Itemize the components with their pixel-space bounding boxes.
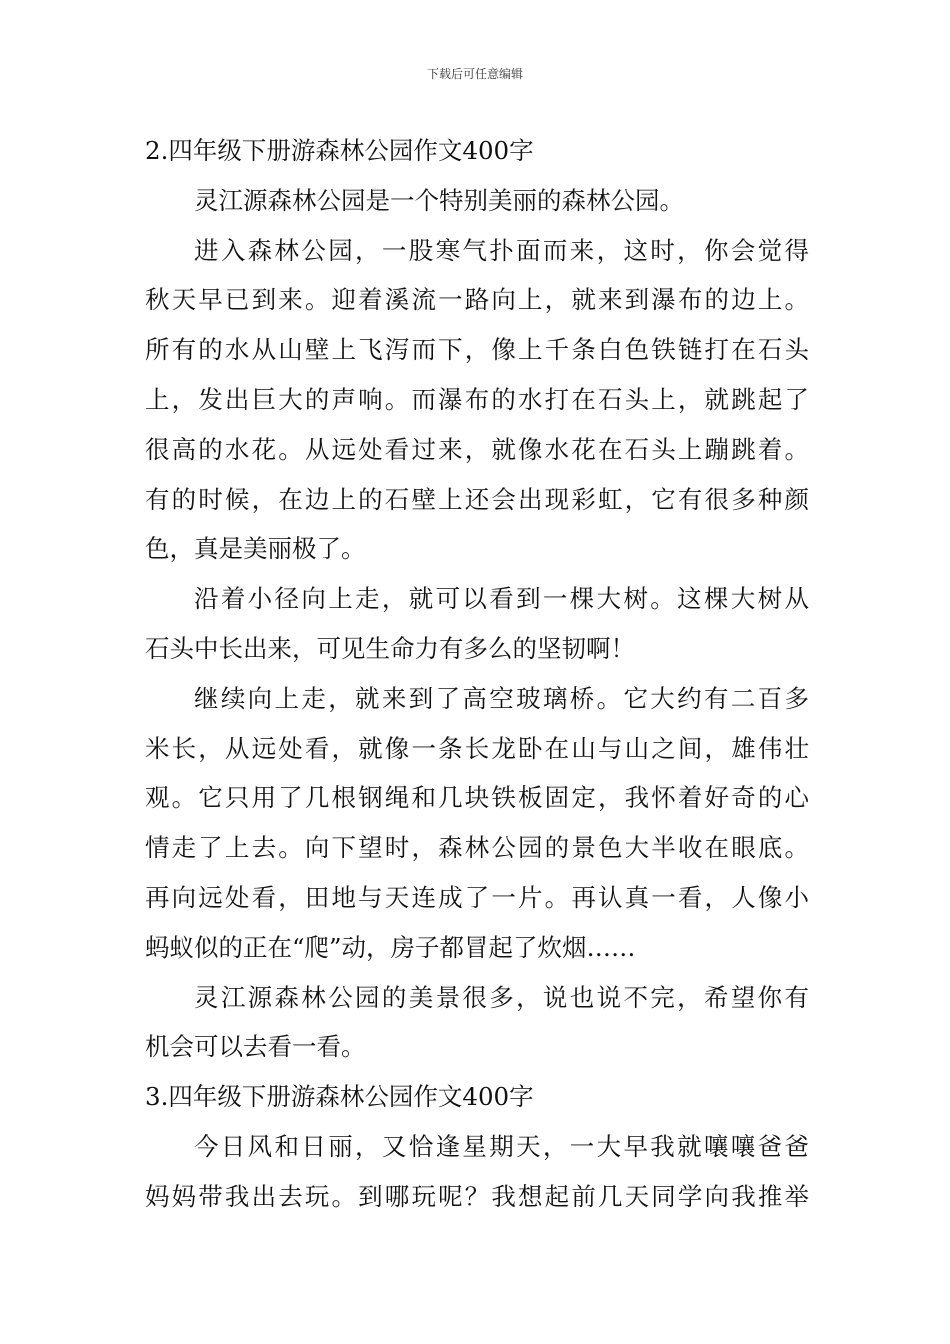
text-line: 所有的水从山壁上飞泻而下，像上千条白色铁链打在石头 (145, 335, 809, 365)
document-body (145, 126, 809, 1222)
paragraph (145, 674, 809, 973)
text-line: 秋天早已到来。迎着溪流一路向上，就来到瀑布的边上。 (145, 285, 809, 315)
text-line: 今日风和日丽，又恰逢星期天，一大早我就嚷嚷爸爸 (194, 1131, 809, 1161)
text-line: 观。它只用了几根钢绳和几块铁板固定，我怀着好奇的心 (145, 783, 809, 813)
text-line: 机会可以去看一看。 (145, 1032, 366, 1062)
paragraph (145, 226, 809, 575)
text-line: 很高的水花。从远处看过来，就像水花在石头上蹦跳着。 (145, 434, 809, 464)
section-body (145, 1122, 809, 1222)
text-line: 上，发出巨大的声响。而瀑布的水打在石头上，就跳起了 (145, 384, 809, 414)
text-line: 色，真是美丽极了。 (145, 534, 366, 564)
text-line: 进入森林公园，一股寒气扑面而来，这时，你会觉得 (194, 235, 809, 265)
section-heading: 3.四年级下册游森林公园作文400字 (145, 1082, 534, 1112)
paragraph (145, 176, 809, 226)
header-note: 下载后可任意编辑 (426, 67, 523, 81)
text-line: 石头中长出来，可见生命力有多么的坚韧啊！ (145, 633, 635, 663)
paragraph (145, 973, 809, 1073)
text-line: 有的时候，在边上的石壁上还会出现彩虹，它有很多种颜 (145, 484, 809, 514)
text-line: 灵江源森林公园的美景很多，说也说不完，希望你有 (194, 982, 809, 1012)
section-heading: 2.四年级下册游森林公园作文400字 (145, 136, 534, 165)
text-line: 沿着小径向上走，就可以看到一棵大树。这棵大树从 (194, 584, 809, 614)
text-line: 情走了上去。向下望时，森林公园的景色大半收在眼底。 (145, 833, 809, 863)
paragraph (145, 1122, 809, 1222)
text-line: 继续向上走，就来到了高空玻璃桥。它大约有二百多 (194, 683, 809, 713)
text-line: 再向远处看，田地与天连成了一片。再认真一看，人像小 (145, 882, 809, 912)
paragraph (145, 574, 809, 674)
text-line: 妈妈带我出去玩。到哪玩呢？我想起前几天同学向我推举 (145, 1181, 809, 1211)
text-line: 蚂蚁似的正在“爬”动，房子都冒起了炊烟…… (145, 932, 636, 962)
text-line: 米长，从远处看，就像一条长龙卧在山与山之间，雄伟壮 (145, 733, 809, 763)
section-body (145, 176, 809, 1072)
text-line: 灵江源森林公园是一个特别美丽的森林公园。 (194, 185, 684, 215)
